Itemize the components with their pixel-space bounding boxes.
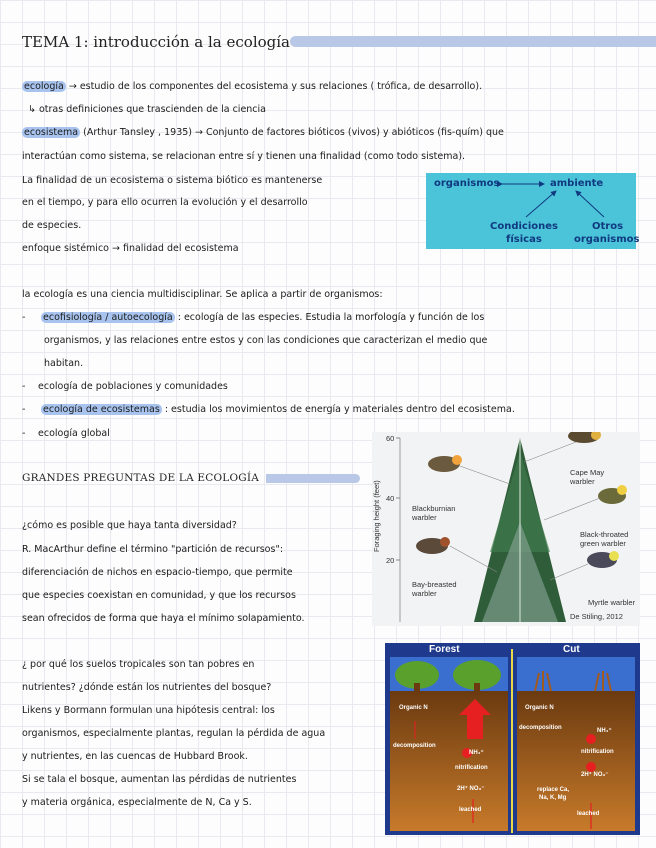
- tick-60: 60: [386, 434, 395, 443]
- label-decomposition-forest: decomposition: [393, 743, 436, 749]
- label-otros-organismos: organismos: [574, 234, 640, 245]
- note-line-ecosistema: ecosistema (Arthur Tansley , 1935) → Conjunto de factores bióticos (vivos) y abióticos (fis-quím) que: [24, 127, 504, 138]
- title-highlight-bar: [290, 36, 656, 47]
- q1-line-4: que especies coexistan en comunidad, y que los recursos: [22, 590, 296, 601]
- q2-line-2: nutrientes? ¿dónde están los nutrientes del bosque?: [22, 682, 272, 693]
- bullet-ecosistemas: - ecología de ecosistemas : estudia los movimientos de energía y materiales dentro del ecosistema.: [22, 404, 515, 415]
- note-line-definiciones: ↳ otras definiciones que trascienden de la ciencia: [28, 104, 266, 115]
- note-line-ecologia: ecología → estudio de los componentes del ecosistema y sus relaciones ( trófica, de desarrollo).: [24, 81, 483, 92]
- tick-40: 40: [386, 494, 395, 503]
- q1-line-2: R. MacArthur define el término "partición de recursos":: [22, 544, 284, 555]
- label-nitrification-forest: nitrification: [455, 765, 488, 771]
- bullet-ecofisiologia-l2: organismos, y las relaciones entre estos y con las condiciones que caracterizan el medio que: [44, 335, 488, 346]
- q2-line-4: organismos, especialmente plantas, regulan la pérdida de agua: [22, 728, 326, 739]
- bullet-global: - ecología global: [22, 428, 110, 439]
- label-fisicas: físicas: [506, 234, 542, 245]
- panel-title-cut: Cut: [563, 644, 580, 655]
- note-line-especies: de especies.: [22, 220, 82, 231]
- section-highlight-bar: [266, 474, 360, 483]
- q2-line-6: Si se tala el bosque, aumentan las pérdidas de nutrientes: [22, 774, 297, 785]
- label-black-throated: Black-throated green warbler: [580, 530, 629, 548]
- label-otros: Otros: [592, 221, 624, 232]
- term-ecologia: ecología: [24, 81, 64, 92]
- panel-title-forest: Forest: [429, 644, 460, 655]
- note-line-multidisciplinar: la ecología es una ciencia multidisciplinar. Se aplica a partir de organismos:: [22, 289, 383, 300]
- tick-20: 20: [386, 556, 395, 565]
- term-ecologia-ecosistemas: ecología de ecosistemas: [43, 404, 160, 415]
- label-myrtle: Myrtle warbler: [588, 598, 636, 607]
- page-title: TEMA 1: introducción a la ecología: [22, 33, 290, 51]
- label-nh4-cut: NH₄⁺: [597, 728, 612, 734]
- section-title: GRANDES PREGUNTAS DE LA ECOLOGÍA: [22, 472, 259, 484]
- forest-cut-illustration: [385, 643, 640, 835]
- label-ambiente: ambiente: [550, 178, 604, 189]
- label-decomposition-cut: decomposition: [519, 725, 562, 731]
- ecosystem-diagram: [426, 173, 640, 249]
- label-blackburnian: Blackburnian warbler: [412, 504, 456, 522]
- bullet-ecofisiologia-l3: habitan.: [44, 358, 84, 369]
- label-condiciones: Condiciones: [490, 221, 558, 232]
- q2-line-5: y nutrientes, en las cuencas de Hubbard Brook.: [22, 751, 248, 762]
- warbler-foraging-figure: [372, 432, 640, 626]
- label-organismos: organismos: [434, 178, 500, 189]
- label-nitrification-cut: nitrification: [581, 749, 614, 755]
- figure-credit: De Stiling, 2012: [570, 612, 623, 621]
- label-organic-n-forest: Organic N: [399, 705, 428, 711]
- q2-line-1: ¿ por qué los suelos tropicales son tan pobres en: [22, 659, 255, 670]
- bullet-ecofisiologia: - ecofisiología / autoecología : ecología de las especies. Estudia la morfología y función de los: [22, 312, 485, 323]
- q2-line-7: y materia orgánica, especialmente de N, Ca y S.: [22, 797, 252, 808]
- note-line-enfoque: enfoque sistémico → finalidad del ecosistema: [22, 243, 239, 254]
- label-h-no3-cut: 2H⁺ NO₃⁻: [581, 772, 609, 778]
- bullet-poblaciones: - ecología de poblaciones y comunidades: [22, 381, 228, 392]
- label-cape-may: Cape May warbler: [570, 468, 605, 486]
- label-organic-n-cut: Organic N: [525, 705, 554, 711]
- label-leached-forest: leached: [459, 807, 482, 813]
- term-ecofisiologia: ecofisiología / autoecología: [43, 312, 173, 323]
- note-line-interactuan: interactúan como sistema, se relacionan entre sí y tienen una finalidad (como todo sistema).: [22, 151, 466, 162]
- label-h-no3-forest: 2H⁺ NO₃⁻: [457, 786, 485, 792]
- note-line-finalidad: La finalidad de un ecosistema o sistema biótico es mantenerse: [22, 175, 323, 186]
- y-axis-label: Foraging height (feet): [372, 480, 381, 552]
- label-leached-cut: leached: [577, 811, 600, 817]
- q1-line-1: ¿cómo es posible que haya tanta diversidad?: [22, 520, 237, 531]
- term-ecosistema: ecosistema: [24, 127, 79, 138]
- label-bay-breasted: Bay-breasted warbler: [412, 580, 457, 598]
- q1-line-3: diferenciación de nichos en espacio-tiempo, que permite: [22, 567, 293, 578]
- label-nh4-forest: NH₄⁺: [469, 750, 484, 756]
- label-replace-2: Na, K, Mg: [539, 795, 567, 801]
- q1-line-5: sean ofrecidos de forma que haya el mínimo solapamiento.: [22, 613, 305, 624]
- q2-line-3: Likens y Bormann formulan una hipótesis central: los: [22, 705, 275, 716]
- nutrient-cycle-figure: [385, 643, 640, 835]
- label-replace: replace Ca,: [537, 787, 570, 793]
- note-line-tiempo: en el tiempo, y para ello ocurren la evolución y el desarrollo: [22, 197, 308, 208]
